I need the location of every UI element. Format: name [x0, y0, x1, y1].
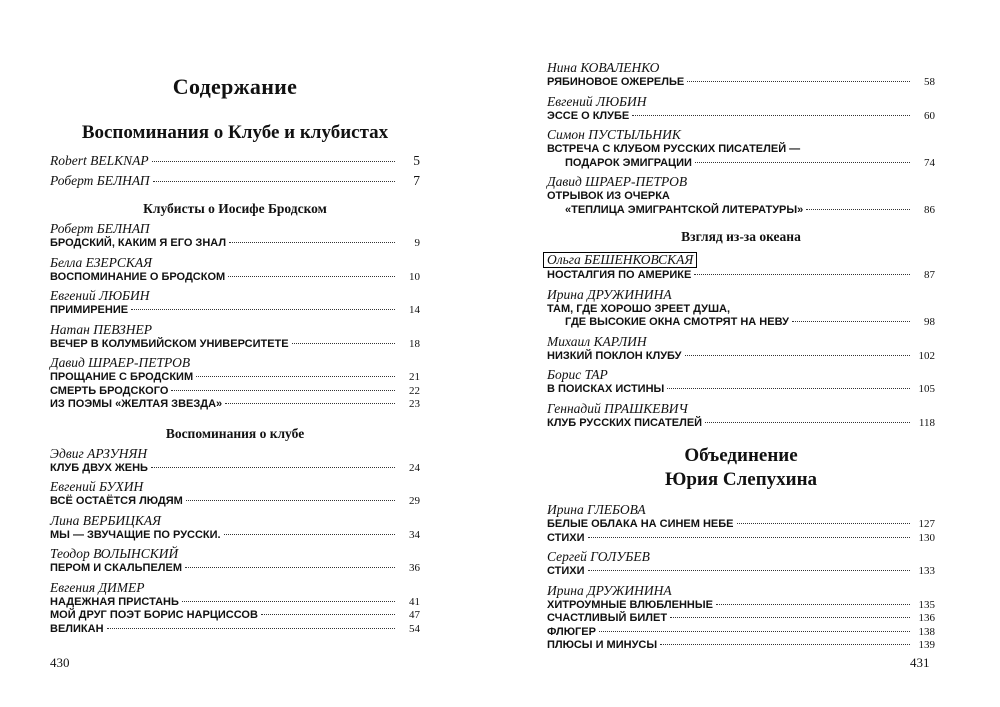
toc-entry[interactable]: Сергей ГОЛУБЕВ СТИХИ 133 — [547, 549, 935, 577]
author-name: Нина КОВАЛЕНКО — [547, 60, 660, 75]
author-name: Ирина ДРУЖИНИНА — [547, 286, 672, 302]
author-name: Натан ПЕВЗНЕР — [50, 321, 152, 337]
toc-entry[interactable]: Евгений ЛЮБИН ПРИМИРЕНИЕ 14 — [50, 288, 420, 316]
toc-entry[interactable]: Эдвиг АРЗУНЯН КЛУБ ДВУХ ЖЕНЬ 24 — [50, 445, 420, 474]
author-name: Лина ВЕРБИЦКАЯ — [50, 512, 161, 528]
page-number-left: 430 — [50, 655, 70, 670]
toc-item[interactable]: ПРОЩАНИЕ С БРОДСКИМ 21 — [50, 371, 420, 383]
author-name: Евгений ЛЮБИН — [50, 288, 150, 303]
toc-entry-group — [547, 502, 935, 545]
author-name: Михаил КАРЛИН — [547, 333, 647, 349]
toc-item[interactable]: ВЕЛИКАН 54 — [50, 622, 420, 635]
toc-item[interactable]: ХИТРОУМНЫЕ ВЛЮБЛЕННЫЕ 135 — [547, 598, 935, 611]
right-page — [547, 0, 935, 653]
toc-entry[interactable]: Ольга БЕШЕНКОВСКАЯ НОСТАЛГИЯ ПО АМЕРИКЕ 87 — [547, 251, 935, 283]
left-page — [50, 0, 420, 636]
author-name: Сергей ГОЛУБЕВ — [547, 549, 650, 564]
author-name: Евгения ДИМЕР — [50, 579, 145, 595]
author-name: Геннадий ПРАШКЕВИЧ — [547, 400, 688, 416]
toc-item[interactable]: БЕЛЫЕ ОБЛАКА НА СИНЕМ НЕБЕ 127 — [547, 518, 935, 530]
section-title-across-ocean: Взгляд из-за океана — [681, 229, 801, 244]
toc-item[interactable]: СМЕРТЬ БРОДСКОГО 22 — [50, 384, 420, 397]
section-title-association — [547, 444, 935, 492]
author-name: Эдвиг АРЗУНЯН — [50, 445, 148, 461]
section-title-club-memories: Воспоминания о клубе — [165, 425, 305, 441]
toc-entry-group — [50, 580, 420, 637]
toc-entry[interactable]: Роберт БЕЛНАП БРОДСКИЙ, КАКИМ Я ЕГО ЗНАЛ 9 — [50, 221, 420, 249]
toc-entry-group — [547, 583, 935, 653]
author-name: Евгений ЛЮБИН — [547, 93, 647, 109]
author-name: Ирина ДРУЖИНИНА — [547, 582, 672, 598]
toc-item[interactable]: ФЛЮГЕР 138 — [547, 625, 935, 638]
toc-title: Содержание — [172, 74, 298, 99]
toc-item[interactable]: СТИХИ 130 — [547, 531, 935, 544]
toc-item[interactable]: ПЛЮСЫ И МИНУСЫ 139 — [547, 639, 935, 651]
author-name: Давид ШРАЕР-ПЕТРОВ — [50, 355, 191, 370]
author-name: Роберт БЕЛНАП — [50, 221, 150, 236]
section-title-memories: Воспоминания о Клубе и клубистах — [81, 122, 389, 143]
author-name: Симон ПУСТЫЛЬНИК — [547, 127, 681, 142]
author-name: Давид ШРАЕР-ПЕТРОВ — [547, 174, 688, 189]
author-name-highlighted: Ольга БЕШЕНКОВСКАЯ — [543, 252, 697, 268]
toc-entry[interactable]: Натан ПЕВЗНЕР ВЕЧЕР В КОЛУМБИЙСКОМ УНИВЕРСИТЕТЕ 18 — [50, 321, 420, 350]
toc-entry[interactable]: Евгений БУХИН ВСЁ ОСТАЁТСЯ ЛЮДЯМ 29 — [50, 479, 420, 507]
toc-entry[interactable]: Robert BELKNAP 5 — [50, 153, 420, 168]
toc-entry[interactable]: Ирина ДРУЖИНИНА ТАМ, ГДЕ ХОРОШО ЗРЕЕТ ДУША, ГДЕ ВЫСОКИЕ ОКНА СМОТРЯТ НА НЕВУ 98 — [547, 286, 935, 328]
toc-entry[interactable]: Михаил КАРЛИН НИЗКИЙ ПОКЛОН КЛУБУ 102 — [547, 333, 935, 362]
toc-item[interactable]: МОЙ ДРУГ ПОЭТ БОРИС НАРЦИССОВ 47 — [50, 609, 420, 621]
toc-entry[interactable]: Евгений ЛЮБИН ЭССЕ О КЛУБЕ 60 — [547, 93, 935, 122]
author-name: Теодор ВОЛЫНСКИЙ — [50, 546, 179, 561]
toc-entry[interactable]: Лина ВЕРБИЦКАЯ МЫ — ЗВУЧАЩИЕ ПО РУССКИ. 34 — [50, 512, 420, 541]
page-number-right: 431 — [910, 655, 930, 670]
author-name: Ирина ГЛЕБОВА — [547, 502, 646, 517]
author-name: Борис ТАР — [547, 367, 608, 382]
toc-item[interactable]: СЧАСТЛИВЫЙ БИЛЕТ 136 — [547, 612, 935, 624]
section-title-brodsky: Клубисты о Иосифе Бродском — [143, 201, 327, 216]
section-title-line: Юрия Слепухина — [664, 469, 818, 490]
toc-entry[interactable]: Теодор ВОЛЫНСКИЙ ПЕРОМ И СКАЛЬПЕЛЕМ 36 — [50, 546, 420, 574]
toc-entry[interactable]: Давид ШРАЕР-ПЕТРОВ ОТРЫВОК ИЗ ОЧЕРКА «ТЕПЛИЦА ЭМИГРАНТСКОЙ ЛИТЕРАТУРЫ» 86 — [547, 174, 935, 216]
toc-entry[interactable]: Нина КОВАЛЕНКО РЯБИНОВОЕ ОЖЕРЕЛЬЕ 58 — [547, 60, 935, 88]
toc-entry-group — [50, 355, 420, 412]
toc-entry[interactable]: Геннадий ПРАШКЕВИЧ КЛУБ РУССКИХ ПИСАТЕЛЕЙ 118 — [547, 400, 935, 429]
toc-item[interactable]: НАДЕЖНАЯ ПРИСТАНЬ 41 — [50, 595, 420, 608]
author-name: Евгений БУХИН — [50, 479, 144, 494]
section-title-line: Объединение — [684, 445, 798, 466]
toc-entry[interactable]: Симон ПУСТЫЛЬНИК ВСТРЕЧА С КЛУБОМ РУССКИХ ПИСАТЕЛЕЙ — ПОДАРОК ЭМИГРАЦИИ 74 — [547, 127, 935, 169]
toc-item[interactable]: ИЗ ПОЭМЫ «ЖЕЛТАЯ ЗВЕЗДА» 23 — [50, 398, 420, 410]
toc-entry[interactable]: Борис ТАР В ПОИСКАХ ИСТИНЫ 105 — [547, 367, 935, 395]
toc-entry[interactable]: Роберт БЕЛНАП 7 — [50, 173, 420, 188]
toc-entry[interactable]: Белла ЕЗЕРСКАЯ ВОСПОМИНАНИЕ О БРОДСКОМ 10 — [50, 254, 420, 283]
author-name: Белла ЕЗЕРСКАЯ — [50, 254, 153, 270]
